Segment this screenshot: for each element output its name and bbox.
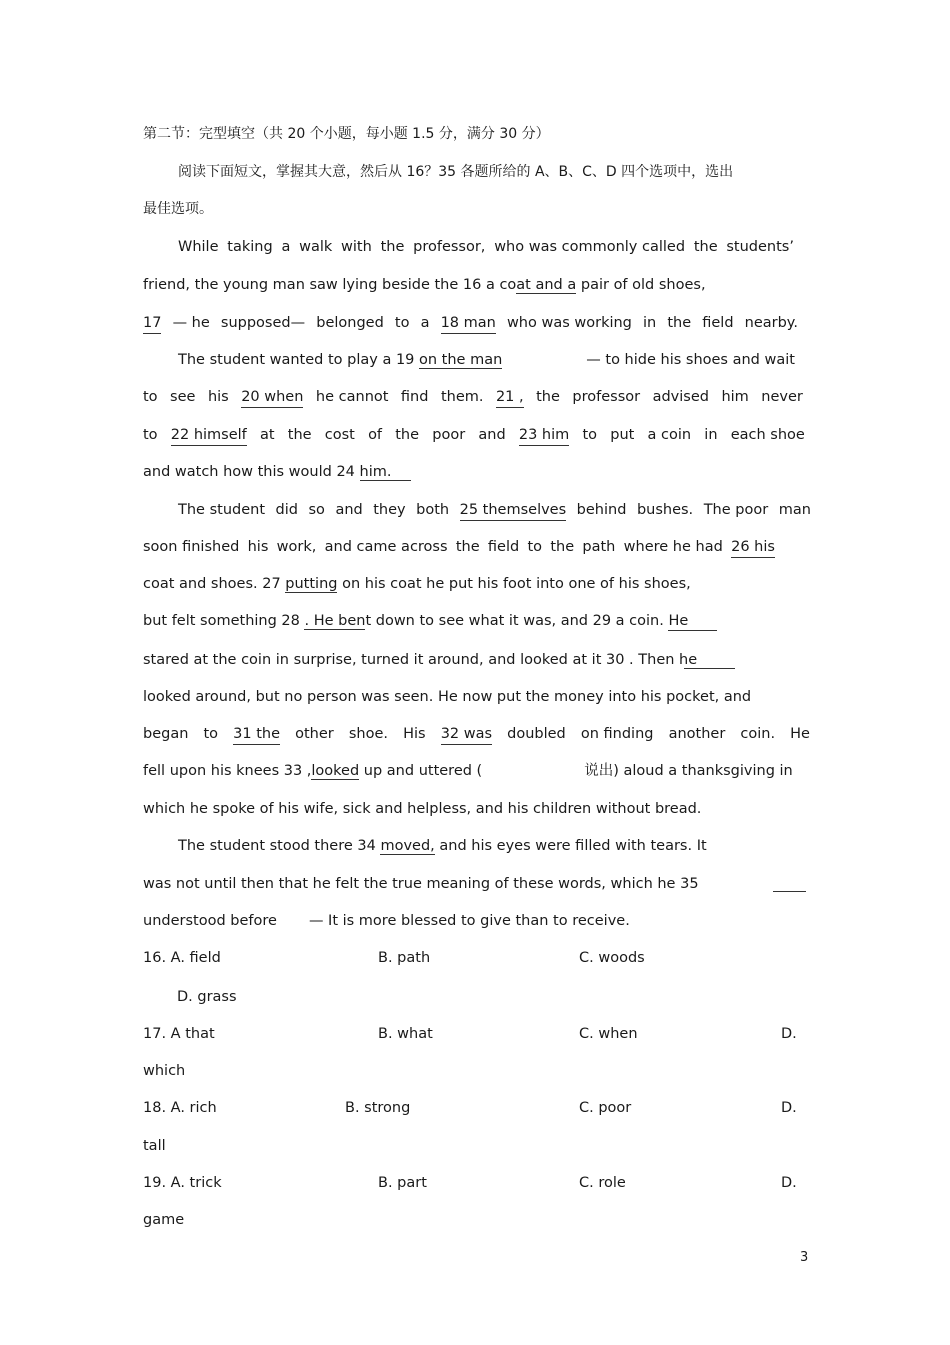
passage-line-4: The student wanted to play a 19 on the man — to hide his shoes and wait [178,352,795,368]
passage-word: 31 the [233,724,280,745]
passage-word: path [582,539,616,555]
passage-word: a coin [647,427,692,443]
passage-word: — he [172,315,210,331]
passage-word: and [335,502,363,518]
passage-word: other [295,726,334,742]
passage-word: 23 him [519,425,569,446]
passage-word: who was commonly called [494,239,686,255]
question-19-d-text: game [143,1212,185,1228]
question-18-d: D. [781,1100,797,1116]
passage-word: 25 themselves [460,500,567,521]
passage-word: He [790,726,810,742]
passage-word: the [550,539,575,555]
passage-word: cost [324,427,355,443]
question-18-d-text: tall [143,1138,166,1154]
question-18-a: 18. A. rich [143,1100,217,1116]
passage-line-18: was not until then that he felt the true meaning of these words, which he 35 [143,876,699,892]
passage-word: soon finished [143,539,240,555]
passage-word: 17 [143,313,161,334]
question-16-a: 16. A. field [143,950,221,966]
passage-word: with [341,239,372,255]
passage-line-16: which he spoke of his wife, sick and helpless, and his children without bread. [143,801,702,817]
answer-blank [773,877,806,892]
passage-word: While [178,239,219,255]
passage-word: he cannot [315,389,389,405]
passage-line-12: stared at the coin in surprise, turned it around, and looked at it 30 . Then he [143,652,698,668]
passage-line-1 [178,237,794,257]
passage-word: to [582,427,598,443]
passage-word: where he had [623,539,723,555]
passage-word: see [170,389,196,405]
passage-word: bushes. [636,502,694,518]
passage-word: to [143,389,158,405]
passage-word: advised [652,389,709,405]
passage-line-11: but felt something 28 . He bent down to see what it was, and 29 a coin. He [143,613,689,629]
passage-word: field [702,315,734,331]
passage-word: 21 , [496,387,524,408]
passage-word: a [281,239,291,255]
passage-word: a [420,315,430,331]
question-19-b: B. part [378,1175,427,1191]
passage-word: each shoe [730,427,805,443]
question-18-c: C. poor [579,1100,632,1116]
passage-word: professor, [413,239,486,255]
passage-word: 22 himself [171,425,247,446]
passage-word: his [207,389,229,405]
passage-word: behind [576,502,627,518]
passage-line-14 [143,724,810,745]
passage-word: the [455,539,480,555]
passage-word: at [259,427,275,443]
question-17-d: D. [781,1026,797,1042]
passage-word: taking [227,239,273,255]
instruction-line-1: 阅读下面短文，掌握其大意，然后从 16？35 各题所给的 A、B、C、D 四个选项中，选出 [178,164,734,180]
passage-word: poor [432,427,466,443]
passage-word: put [610,427,635,443]
passage-word: belonged [316,315,384,331]
section-title: 第二节：完型填空（共 20 个小题，每小题 1.5 分，满分 30 分） [143,126,550,142]
passage-word: to [394,315,410,331]
passage-line-15: fell upon his knees 33 ,looked up and uttered ( 说出) aloud a thanksgiving in [143,763,793,779]
passage-word: walk [299,239,333,255]
passage-word: the [287,427,312,443]
passage-word: doubled [507,726,566,742]
passage-word: the [667,315,692,331]
passage-word: His [403,726,426,742]
passage-word: began [143,726,189,742]
passage-word: students’ [726,239,794,255]
instruction-line-2: 最佳选项。 [143,201,213,217]
passage-word: so [308,502,325,518]
passage-word: 32 was [441,724,492,745]
question-17-b: B. what [378,1026,433,1042]
passage-line-19: understood before — It is more blessed to give than to receive. [143,913,630,929]
question-18-b: B. strong [345,1100,411,1116]
passage-word: supposed— [220,315,306,331]
passage-word: the [395,427,420,443]
question-16-d: D. grass [177,989,237,1005]
passage-line-10: coat and shoes. 27 putting on his coat he put his foot into one of his shoes, [143,576,691,592]
passage-word: another [668,726,726,742]
passage-word: nearby. [744,315,798,331]
passage-word: the [693,239,718,255]
answer-blank [684,654,735,669]
passage-word: to [203,726,219,742]
passage-word: his [247,539,269,555]
question-17-d-text: which [143,1063,186,1079]
question-19-c: C. role [579,1175,626,1191]
page-number: 3 [800,1250,809,1265]
question-19-a: 19. A. trick [143,1175,222,1191]
passage-word: in [704,427,718,443]
passage-line-6 [143,425,805,446]
passage-line-8 [178,500,811,521]
passage-word: find [400,389,429,405]
passage-word: who was working [506,315,632,331]
question-17-c: C. when [579,1026,638,1042]
passage-word: The student [178,502,266,518]
passage-word: The poor [703,502,769,518]
passage-line-2: friend, the young man saw lying beside the 16 a coat and a pair of old shoes, [143,277,706,293]
passage-word: did [275,502,298,518]
passage-line-5 [143,387,803,408]
passage-word: shoe. [348,726,388,742]
passage-word: and came across [324,539,448,555]
passage-word: man [778,502,811,518]
passage-word: and [478,427,506,443]
passage-word: coin. [740,726,776,742]
passage-word: the [380,239,405,255]
passage-word: him [721,389,749,405]
passage-line-3 [143,313,798,334]
question-16-c: C. woods [579,950,645,966]
passage-word: them. [440,389,484,405]
passage-line-9 [143,537,775,558]
passage-line-13: looked around, but no person was seen. He now put the money into his pocket, and [143,689,752,705]
passage-word: they [373,502,406,518]
passage-word: both [416,502,450,518]
passage-word: in [643,315,657,331]
passage-word: on finding [580,726,654,742]
passage-word: 26 his [731,537,775,558]
question-16-b: B. path [378,950,431,966]
passage-word: 18 man [441,313,496,334]
passage-word: never [761,389,803,405]
passage-word: work, [276,539,317,555]
passage-word: 20 when [241,387,303,408]
passage-line-17: The student stood there 34 moved, and his eyes were filled with tears. It [178,838,707,854]
passage-word: of [368,427,383,443]
passage-line-7: and watch how this would 24 him. [143,462,411,482]
passage-word: field [487,539,520,555]
passage-word: the [536,389,560,405]
question-19-d: D. [781,1175,797,1191]
answer-blank [668,616,717,631]
passage-word: to [527,539,543,555]
passage-word: to [143,427,158,443]
passage-word: professor [572,389,641,405]
question-17-a: 17. A that [143,1026,215,1042]
